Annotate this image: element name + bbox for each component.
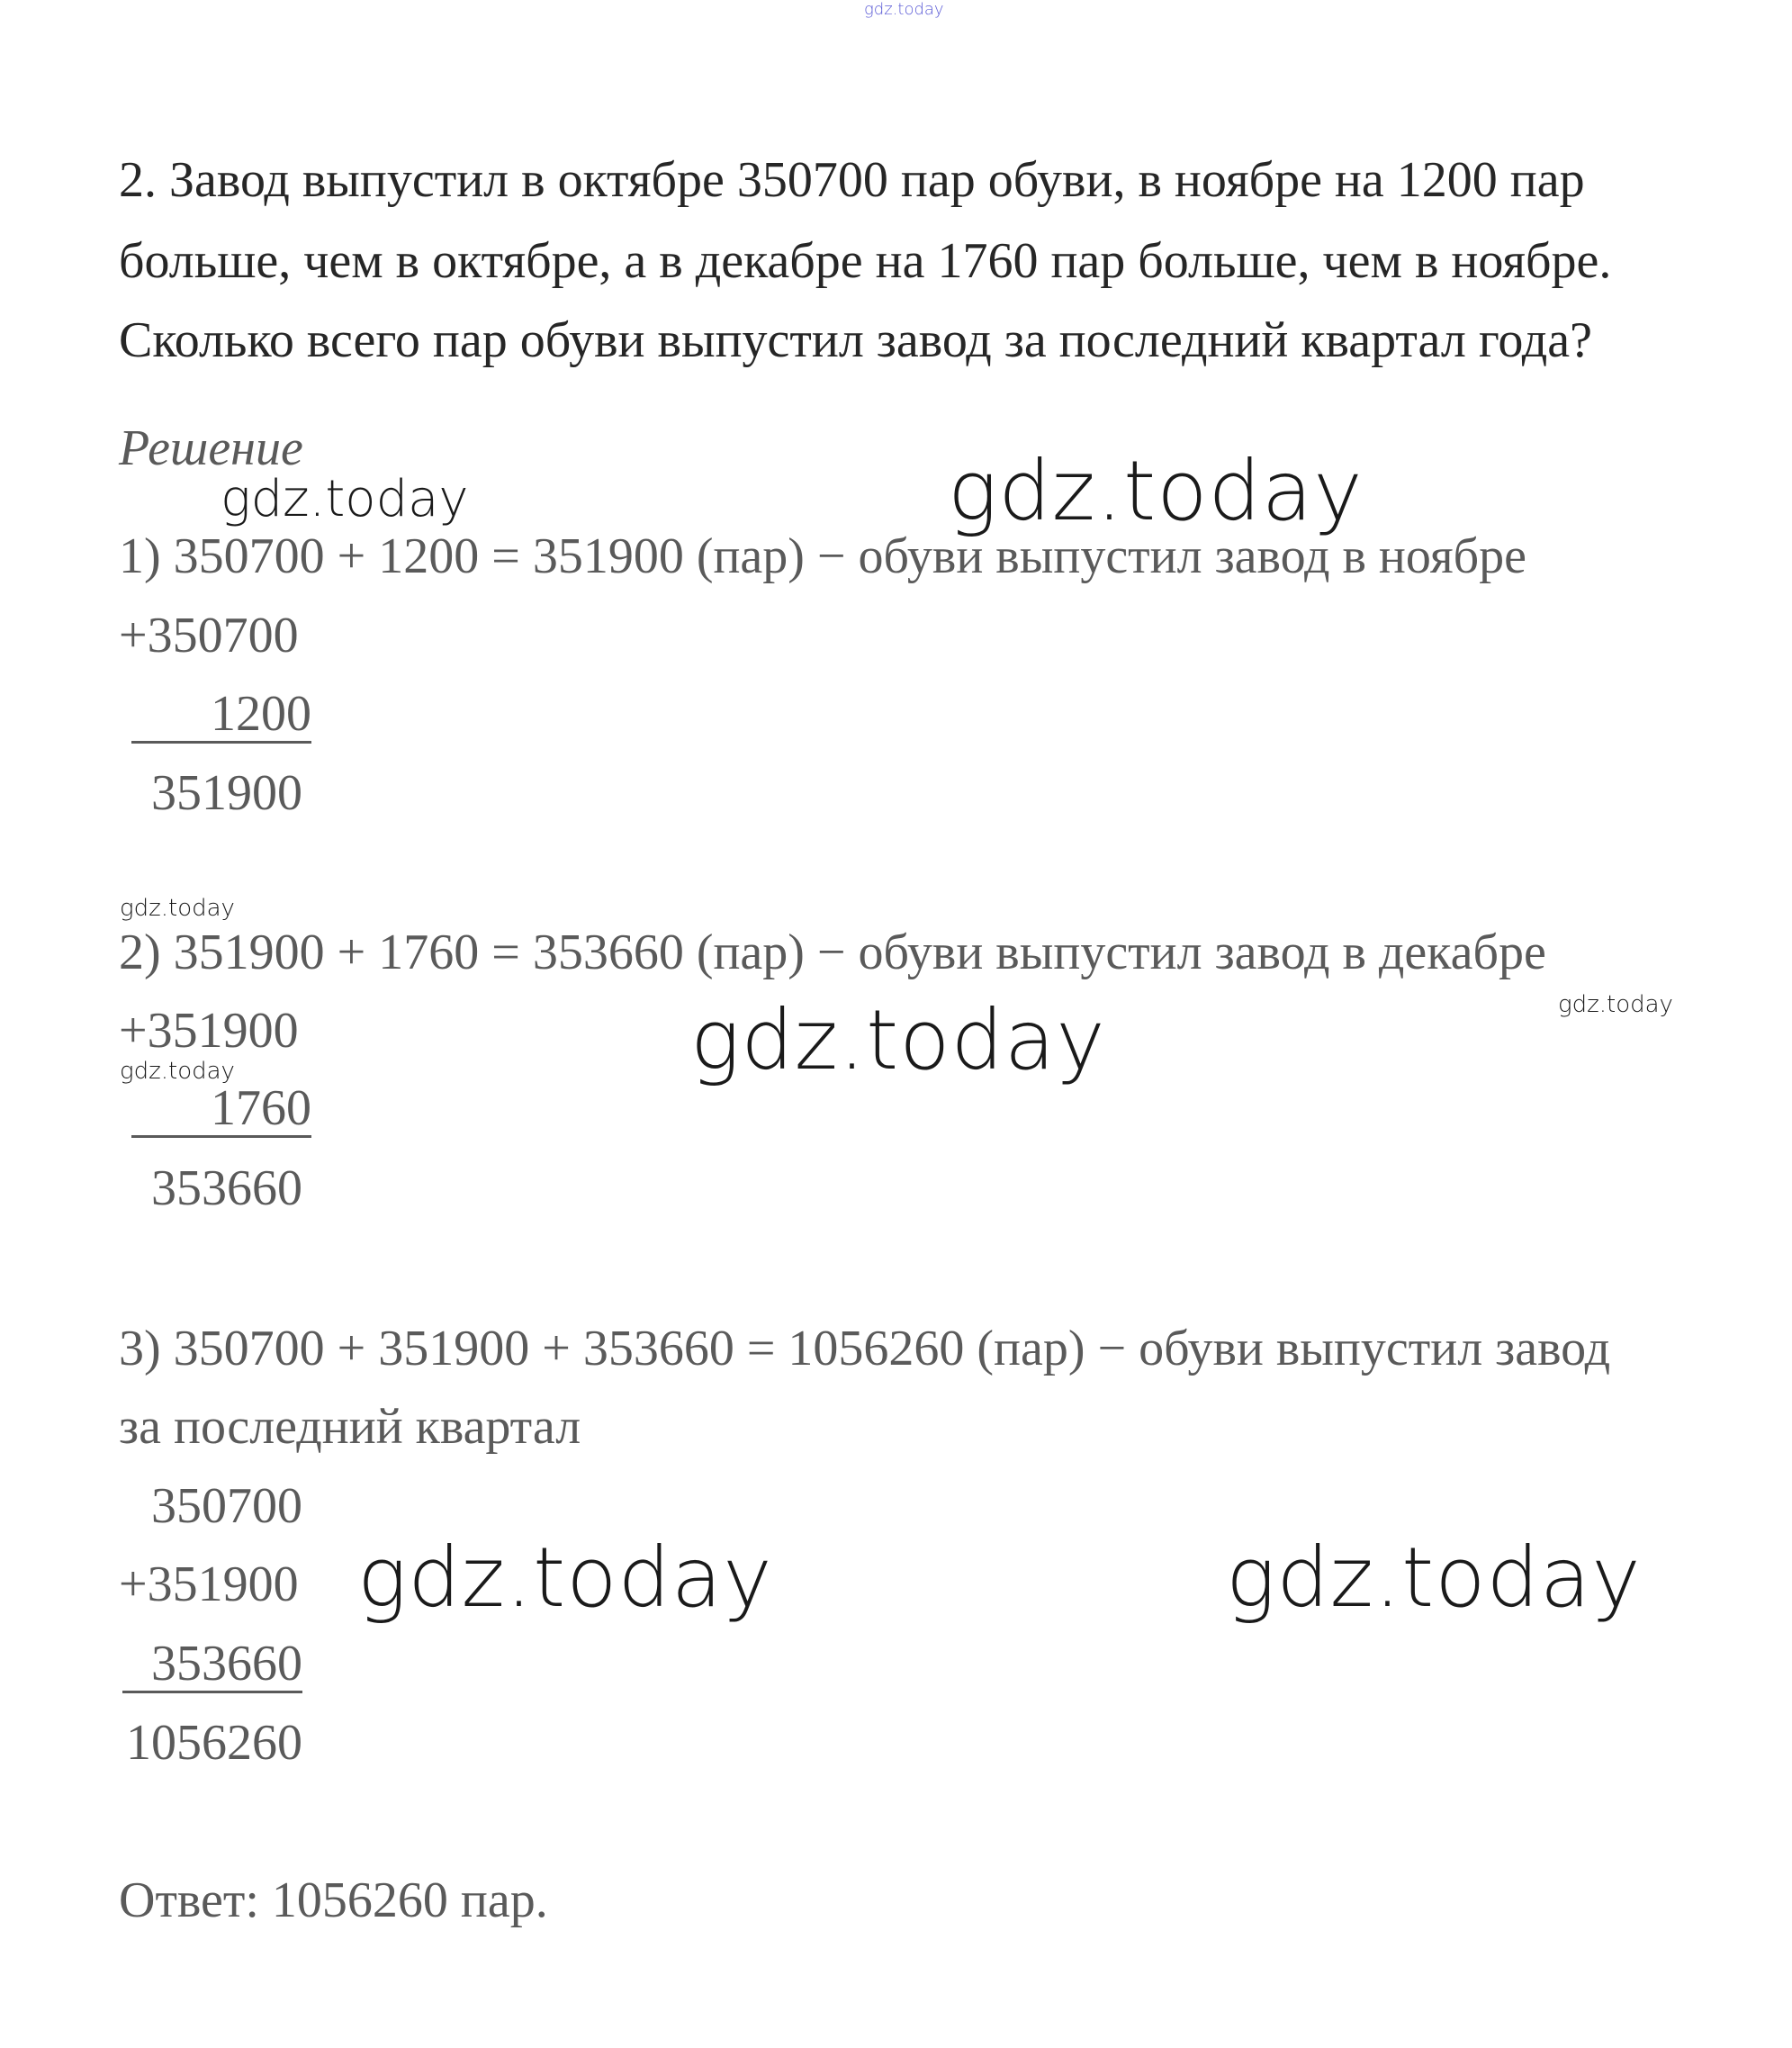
step-3-equation-line-1: 3) 350700 + 351900 + 353660 = 1056260 (пар) − обуви выпустил завод <box>119 1321 1611 1376</box>
step-2-addend-b: 1760 <box>131 1083 311 1138</box>
step-3-addend-a: 350700 <box>151 1478 302 1534</box>
problem-line-1: 2. Завод выпустил в октябре 350700 пар обуви, в ноябре на 1200 пар <box>119 152 1585 208</box>
step-2-equation: 2) 351900 + 1760 = 353660 (пар) − обуви выпустил завод в декабре <box>119 925 1546 980</box>
step-1-addend-b: 1200 <box>131 689 311 744</box>
watermark: gdz.today <box>357 1529 773 1626</box>
watermark-top: gdz.today <box>864 0 944 19</box>
watermark: gdz.today <box>221 470 469 528</box>
watermark: gdz.today <box>120 895 235 922</box>
watermark: gdz.today <box>948 443 1364 539</box>
step-1-sum: 351900 <box>151 765 302 821</box>
step-1-equation: 1) 350700 + 1200 = 351900 (пар) − обуви выпустил завод в ноябре <box>119 528 1526 584</box>
watermark: gdz.today <box>1226 1529 1642 1626</box>
step-3-addend-b: +351900 <box>119 1556 299 1612</box>
watermark: gdz.today <box>690 992 1106 1088</box>
answer: Ответ: 1056260 пар. <box>119 1872 548 1928</box>
watermark: gdz.today <box>1558 991 1673 1018</box>
step-3-equation-line-2: за последний квартал <box>119 1399 581 1455</box>
solution-heading: Решение <box>119 420 303 476</box>
problem-line-2: больше, чем в октябре, а в декабре на 1760 пар больше, чем в ноябре. <box>119 233 1612 289</box>
problem-line-3: Сколько всего пар обуви выпустил завод за последний квартал года? <box>119 312 1592 368</box>
step-1-addend-a: +350700 <box>119 608 299 663</box>
watermark: gdz.today <box>120 1058 235 1085</box>
step-3-addend-c: 353660 <box>122 1638 302 1693</box>
step-2-addend-a: +351900 <box>119 1003 299 1059</box>
step-2-sum: 353660 <box>151 1160 302 1216</box>
step-3-sum: 1056260 <box>126 1715 302 1771</box>
